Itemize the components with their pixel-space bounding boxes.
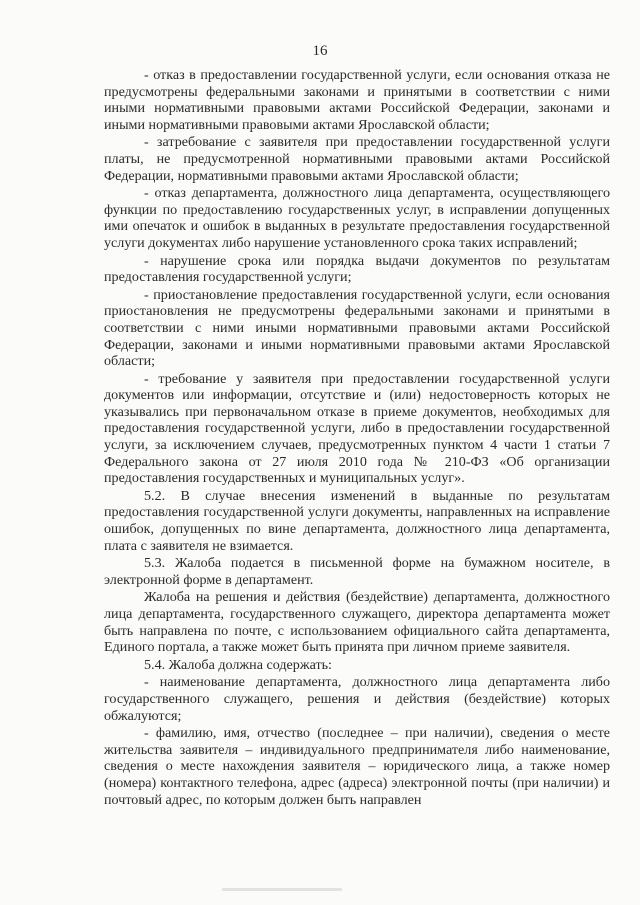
paragraph: - затребование с заявителя при предоставлении государственной услуги платы, не предусмотренной нормативными правовыми актами Российской Федерации, нормативными правовыми актами Ярославской области; (104, 134, 610, 184)
paragraph: 5.2. В случае внесения изменений в выданные по результатам предоставления государственной услуги документы, направленных на исправление ошибок, допущенных по вине департамента, должностного лица департамента, плата с заявителя не взимается. (104, 487, 610, 554)
paragraph: 5.4. Жалоба должна содержать: (144, 656, 332, 673)
page-number: 16 (312, 43, 328, 59)
paragraph: - отказ департамента, должностного лица департамента, осуществляющего функции по предоставлению государственных услуг, в исправлении допущенных ими опечаток и ошибок в выданных в результате предоставления государственной услуги документах либо нарушение установленного срока таких исправлений; (104, 185, 610, 251)
paragraph: - отказ в предоставлении государственной услуги, если основания отказа не предусмотрены федеральными законами и принятыми в соответствии с ними иными нормативными правовыми актами Российской Федерации, законами и иными нормативными правовыми актами Ярославской области; (104, 67, 610, 133)
paragraph: - наименование департамента, должностного лица департамента либо государственного служащего, решения и действия (бездействие) которых обжалуются; (104, 674, 610, 724)
paragraph: Жалоба на решения и действия (бездействие) департамента, должностного лица департамента, государственного служащего, директора департамента может быть направлена по почте, с использованием официального сайта департамента, Единого портала, а также может быть принята при личном приеме заявителя. (104, 589, 610, 656)
paragraph: 5.3. Жалоба подается в письменной форме на бумажном носителе, в электронной форме в департамент. (104, 555, 610, 588)
paragraph: - приостановление предоставления государственной услуги, если основания приостановления не предусмотрены федеральными законами и принятыми в соответствии с ними иными нормативными правовыми актами Российской Федерации, законами и иными нормативными правовыми актами Ярославской области; (104, 286, 610, 370)
paragraph: - фамилию, имя, отчество (последнее – при наличии), сведения о месте жительства заявителя – индивидуального предпринимателя либо наименование, сведения о месте нахождения заявителя – юридического лица, а также номер (номера) контактного телефона, адрес (адреса) электронной почты (при наличии) и почтовый адрес, по которым должен быть направлен (104, 725, 610, 808)
paragraph: - нарушение срока или порядка выдачи документов по результатам предоставления государственной услуги; (104, 252, 610, 286)
document-body (104, 67, 610, 808)
scan-artifact (222, 888, 342, 891)
paragraph: - требование у заявителя при предоставлении государственной услуги документов или информации, отсутствие и (или) недостоверность которых не указывались при первоначальном отказе в приеме документов, необходимых для предоставления государственной услуги, либо в предоставлении государственной услуги, за исключением случаев, предусмотренных пунктом 4 части 1 статьи 7 Федерального закона от 27 июля 2010 года № 210-ФЗ «Об организации предоставления государственных и муниципальных услуг». (104, 370, 610, 487)
